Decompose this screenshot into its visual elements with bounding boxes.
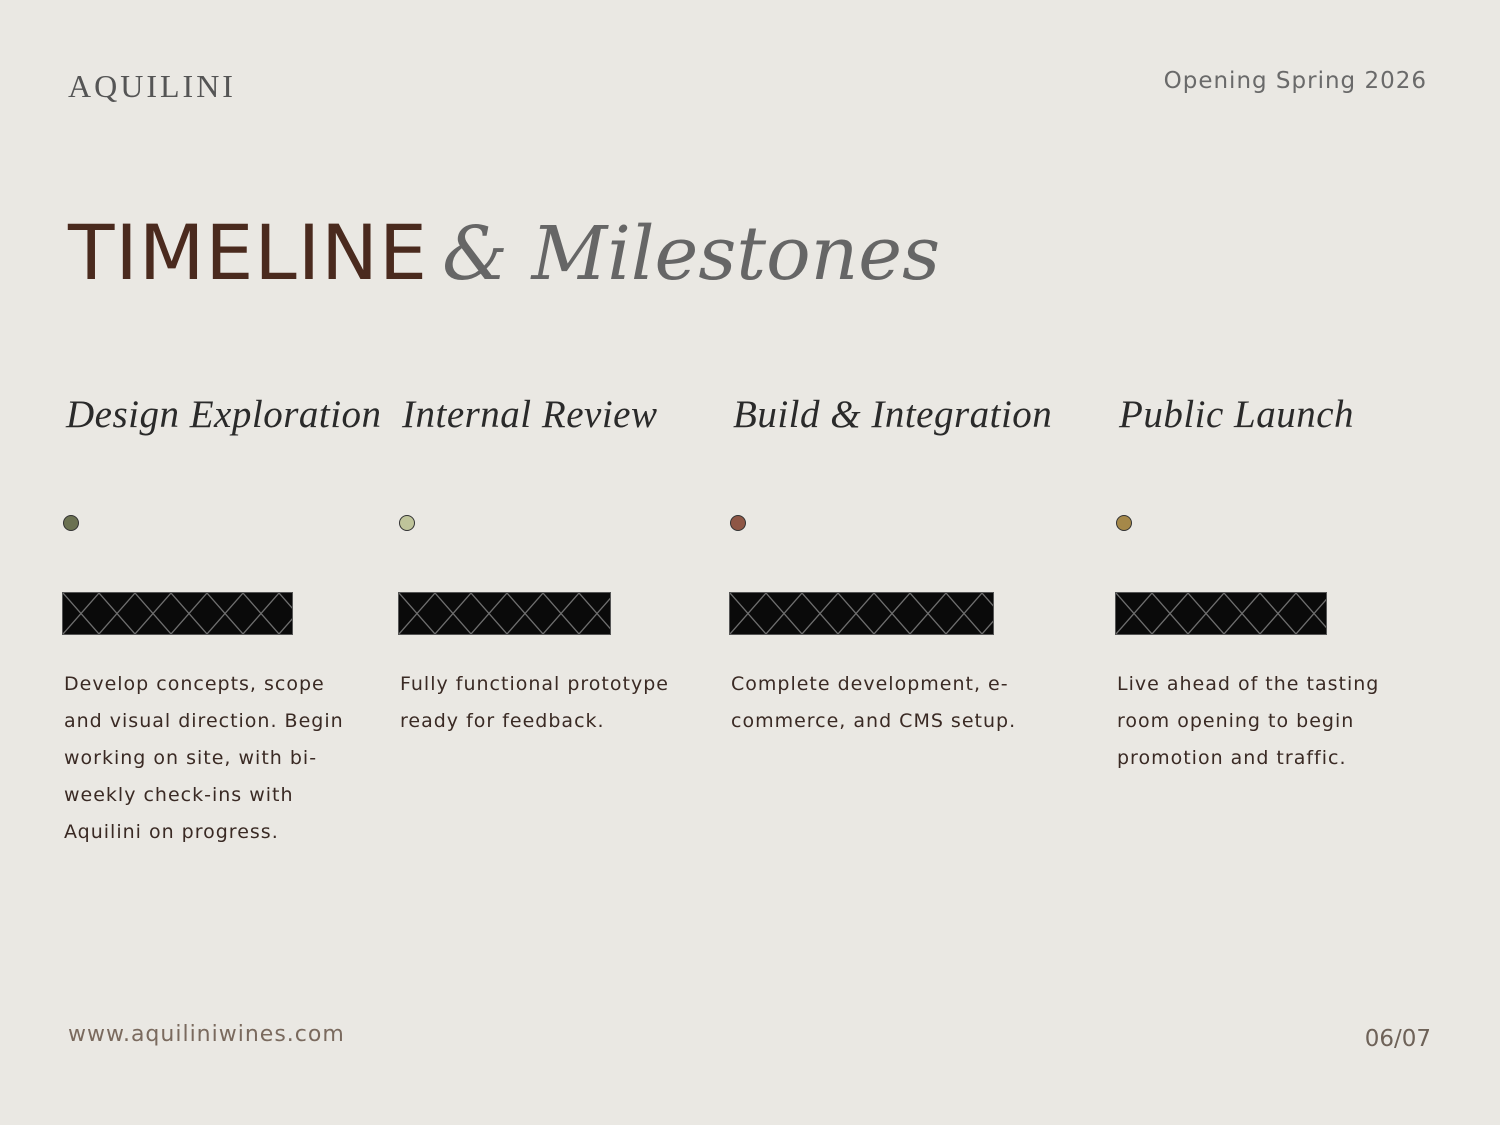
milestone-duration-bar xyxy=(62,592,293,635)
milestone-design-exploration xyxy=(64,392,382,843)
milestone-internal-review xyxy=(400,392,669,732)
page-title-script: & Milestones xyxy=(442,211,941,297)
milestone-dot xyxy=(1116,515,1132,531)
crosshatch-pattern xyxy=(730,593,993,634)
milestone-duration-bar xyxy=(398,592,611,635)
milestone-description: Live ahead of the tasting room opening to begin promotion and traffic. xyxy=(1117,673,1380,769)
milestone-title: Public Launch xyxy=(1119,393,1355,436)
milestone-dot xyxy=(730,515,746,531)
milestone-duration-bar xyxy=(1115,592,1327,635)
milestone-duration-bar xyxy=(729,592,994,635)
brand-logo: AQUILINI xyxy=(68,68,236,104)
page-title xyxy=(68,208,940,297)
milestone-description: Develop concepts, scope and visual direction. Begin working on site, with bi-weekly check-ins with Aquilini on progress. xyxy=(64,673,344,843)
milestone-description: Complete development, e-commerce, and CMS setup. xyxy=(731,673,1017,732)
milestone-description: Fully functional prototype ready for feedback. xyxy=(400,673,669,732)
crosshatch-pattern xyxy=(399,593,610,634)
milestone-title: Internal Review xyxy=(402,393,658,436)
milestone-public-launch xyxy=(1117,392,1380,769)
milestone-dot xyxy=(63,515,79,531)
milestone-title: Build & Integration xyxy=(733,393,1053,436)
milestone-build-integration xyxy=(731,392,1053,732)
crosshatch-pattern xyxy=(1116,593,1326,634)
milestone-dot xyxy=(399,515,415,531)
website-link[interactable]: www.aquiliniwines.com xyxy=(68,1022,345,1047)
page-title-main: TIMELINE xyxy=(68,208,429,297)
crosshatch-pattern xyxy=(63,593,292,634)
milestone-title: Design Exploration xyxy=(66,393,382,436)
page-number: 06/07 xyxy=(1364,1026,1431,1052)
opening-date: Opening Spring 2026 xyxy=(1163,68,1427,94)
